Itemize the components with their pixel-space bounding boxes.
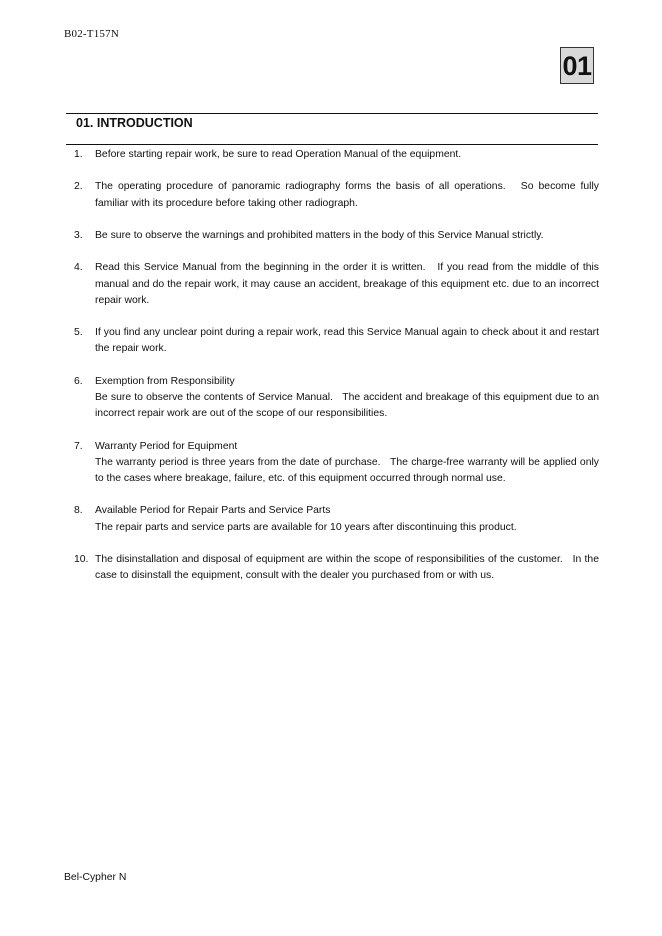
- item-number: 7.: [74, 440, 83, 452]
- list-item-1: [74, 147, 599, 163]
- item-number: 2.: [74, 181, 83, 193]
- list-item-8: [74, 503, 599, 535]
- item-heading: Available Period for Repair Parts and Service Parts: [95, 505, 331, 517]
- list-item-5: [74, 325, 602, 357]
- item-number: 1.: [74, 149, 83, 160]
- item-text: Read this Service Manual from the beginning in the order it is written. If you read from the middle of this manual and do the repair work, it may cause an accident, breakage of this equipment etc. due to an incorrect repair work.: [95, 262, 602, 306]
- item-heading: Warranty Period for Equipment: [95, 440, 238, 452]
- list-item-7: [74, 439, 602, 488]
- section-rule-bottom: [66, 144, 598, 145]
- item-number: 4.: [74, 262, 83, 274]
- item-number: 10.: [74, 553, 89, 565]
- item-text: The operating procedure of panoramic radiography forms the basis of all operations. So become fully familiar with its procedure before taking other radiograph.: [95, 181, 602, 209]
- list-item-4: [74, 260, 602, 309]
- footer-product-name: Bel-Cypher N: [64, 872, 127, 883]
- item-number: 3.: [74, 229, 83, 241]
- section-title: 01. INTRODUCTION: [76, 116, 193, 130]
- item-heading: Exemption from Responsibility: [95, 375, 235, 387]
- item-text: Before starting repair work, be sure to read Operation Manual of the equipment.: [95, 149, 462, 160]
- item-text: The repair parts and service parts are available for 10 years after discontinuing this product.: [95, 521, 517, 533]
- list-item-3: [74, 228, 599, 244]
- item-text: Be sure to observe the warnings and prohibited matters in the body of this Service Manual strictly.: [95, 229, 544, 241]
- list-item-10: [74, 552, 602, 584]
- document-code: B02-T157N: [64, 28, 119, 40]
- instruction-list: [74, 147, 602, 601]
- section-rule-top: [66, 113, 598, 114]
- item-text: The warranty period is three years from the date of purchase. The charge-free warranty will be applied only to the cases where breakage, failure, etc. of this equipment occurred through normal use.: [95, 456, 602, 484]
- item-number: 5.: [74, 327, 83, 339]
- item-text: If you find any unclear point during a repair work, read this Service Manual again to check about it and restart the repair work.: [95, 327, 602, 355]
- list-item-6: [74, 374, 602, 423]
- item-number: 6.: [74, 375, 83, 387]
- list-item-2: [74, 179, 602, 211]
- chapter-number-badge: 01: [560, 47, 594, 84]
- item-number: 8.: [74, 505, 83, 517]
- item-text: The disinstallation and disposal of equipment are within the scope of responsibilities of the customer. In the case to disinstall the equipment, consult with the dealer you purchased from or with us.: [95, 553, 602, 582]
- item-text: Be sure to observe the contents of Service Manual. The accident and breakage of this equipment due to an incorrect repair work are out of the scope of our responsibilities.: [95, 391, 602, 420]
